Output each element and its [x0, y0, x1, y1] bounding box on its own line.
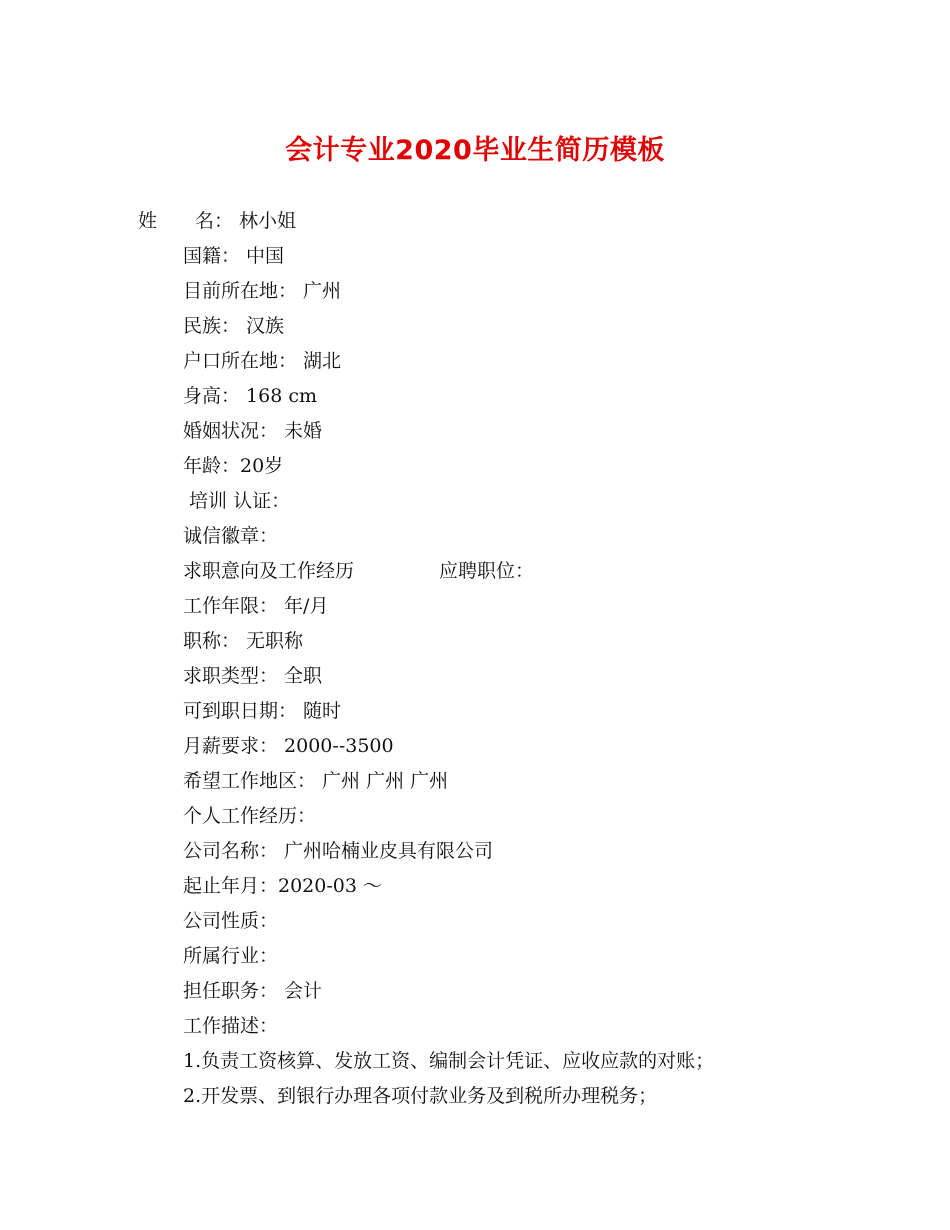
field-company-type: 公司性质： [183, 910, 279, 932]
job-description-item-2: 2.开发票、到银行办理各项付款业务及到税所办理税务； [183, 1085, 658, 1107]
field-training-certification: 培训 认证： [183, 490, 291, 512]
field-nationality: 国籍： 中国 [183, 245, 285, 267]
field-company-name: 公司名称： 广州哈楠业皮具有限公司 [183, 840, 494, 862]
field-job-description-heading: 工作描述： [183, 1015, 279, 1037]
resume-title: 会计专业2020毕业生简历模板 [285, 135, 665, 166]
resume-body [0, 204, 950, 1114]
field-title: 职称： 无职称 [183, 630, 304, 652]
field-current-location: 目前所在地： 广州 [183, 280, 342, 302]
field-salary: 月薪要求： 2000--3500 [183, 735, 394, 757]
field-job-type: 求职类型： 全职 [183, 665, 323, 687]
field-name: 姓 名： 林小姐 [138, 210, 297, 232]
field-period: 起止年月：2020-03 ～ [183, 875, 382, 897]
field-marital-status: 婚姻状况： 未婚 [183, 420, 323, 442]
job-description-item-1: 1.负责工资核算、发放工资、编制会计凭证、应收应款的对账； [183, 1050, 715, 1072]
field-desired-location: 希望工作地区： 广州 广州 广州 [183, 770, 449, 792]
field-integrity-badge: 诚信徽章： [183, 525, 279, 547]
field-job-intention: 求职意向及工作经历 应聘职位： [183, 560, 535, 582]
field-position-held: 担任职务： 会计 [183, 980, 323, 1002]
field-age: 年龄：20岁 [183, 455, 284, 477]
field-position-applied: 应聘职位： [439, 560, 535, 582]
field-height: 身高： 168 cm [183, 385, 318, 407]
field-industry: 所属行业： [183, 945, 279, 967]
field-work-years: 工作年限： 年/月 [183, 595, 329, 617]
field-ethnicity: 民族： 汉族 [183, 315, 285, 337]
field-work-history-heading: 个人工作经历： [183, 805, 317, 827]
field-household-registration: 户口所在地： 湖北 [183, 350, 342, 372]
field-available-date: 可到职日期： 随时 [183, 700, 342, 722]
